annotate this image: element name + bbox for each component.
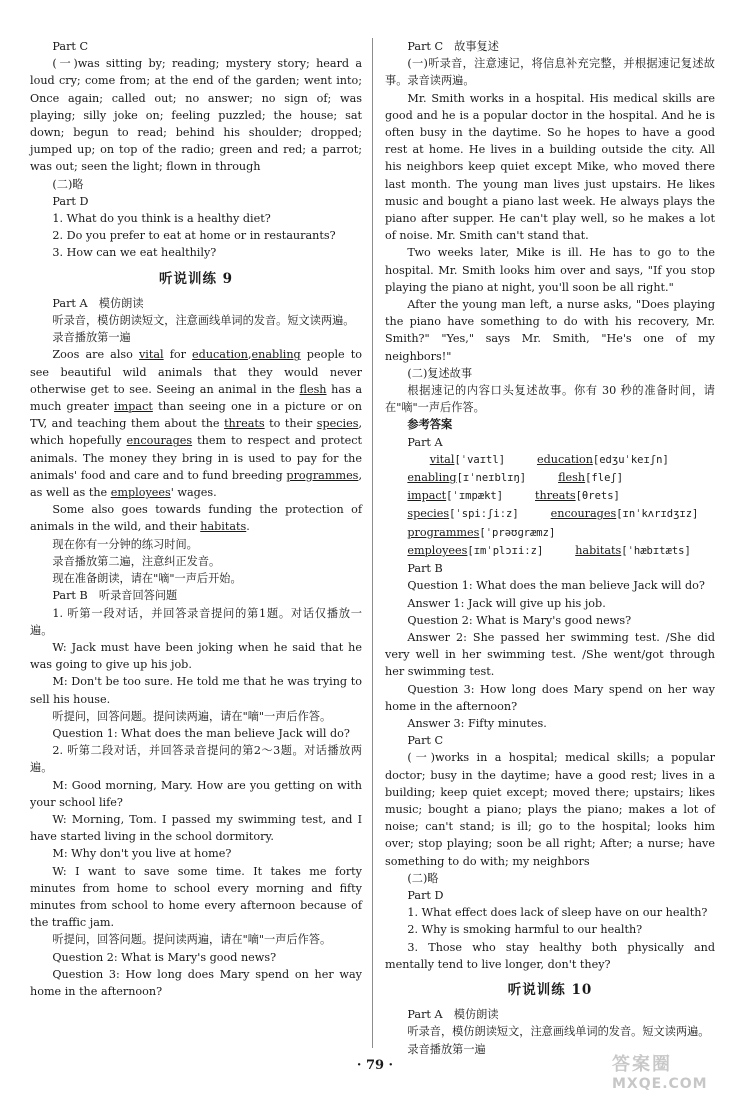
vocab-item: enabling[ɪˈneɪblɪŋ] [407, 471, 527, 485]
underlined-word: education [192, 348, 248, 362]
part-c-answers: (一)was sitting by; reading; mystery story; heard a loud cry; come from; at the end of the garden; went into; Once again; called out; no answer; no sign of; was playing; silly joke on; feeling puzzled; the house; sat down; begun to read; behind his shoulder; dropped; jumped up; on top of the radio; green and red; a parrot; was out; seen the light; flown in through [30, 57, 362, 174]
vocab-item: impact[ˈɪmpækt] [407, 489, 504, 503]
dialogue-line: W: I want to save some time. It takes me forty minutes from home to school every morning and fifty minutes from school to home every afternoon because of the traffic jam. [30, 864, 362, 930]
part-10a-instructions: 听录音，模仿朗读短文，注意画线单词的发音。短文读两遍。 [407, 1025, 710, 1039]
answers-part-b-title: Part B [407, 562, 443, 576]
underlined-word: species [316, 417, 359, 431]
part-a-instructions: 听录音，模仿朗读短文，注意画线单词的发音。短文读两遍。 [52, 314, 355, 328]
retell-instructions: 根据速记的内容口头复述故事。你有 30 秒的准备时间，请在"嘀"一声后作答。 [385, 384, 715, 415]
underlined-word: enabling [251, 348, 301, 362]
vocab-item: habitats[ˈhæbɪtæts] [575, 543, 691, 557]
answers-title: 参考答案 [407, 417, 453, 432]
part-b-instruction-2: 2. 听第二段对话，并回答录音提问的第2～3题。对话播放两遍。 [30, 744, 362, 775]
section-title-9: 听说训练 9 [158, 270, 234, 287]
answers-part-c-title: Part C [407, 734, 444, 748]
part-b-instruction-1: 1. 听第一段对话，并回答录音提问的第1题。对话仅播放一遍。 [30, 606, 362, 637]
answers-part-d-question: 2. Why is smoking harmful to our health? [407, 923, 643, 937]
dialogue-line: W: Jack must have been joking when he said that he was going to give up his job. [30, 640, 362, 672]
underlined-word: habitats [200, 520, 247, 534]
practice-note: 现在准备朗读，请在"嘀"一声后开始。 [52, 572, 242, 586]
underlined-word: impact [114, 400, 153, 414]
part-d-title: Part D [52, 194, 89, 208]
underlined-word: employees [110, 486, 171, 500]
vocab-item: encourages[ɪnˈkʌrɪdʒɪz] [550, 507, 699, 521]
answers-part-d-question: 1. What effect does lack of sleep have on our health? [407, 906, 708, 920]
vocab-item: education[edʒuˈkeɪʃn] [536, 452, 669, 466]
answers-part-d-question: 3. Those who stay healthy both physically and mentally tend to live longer, don't they? [385, 940, 715, 971]
dialogue-line: M: Good morning, Mary. How are you getting on with your school life? [30, 778, 362, 809]
part-d-question: 2. Do you prefer to eat at home or in restaurants? [52, 229, 336, 243]
reading-passage-2: Some also goes towards funding the protection of animals in the wild, and their habitats. [30, 503, 362, 534]
underlined-word: flesh [299, 382, 327, 396]
part-c-story-instructions: (一)听录音，注意速记，将信息补充完整，并根据速记复述故事。录音读两遍。 [385, 57, 715, 88]
watermark-line-2: MXQE.COM [612, 1076, 708, 1092]
answer-text: Answer 2: She passed her swimming test. /She did very well in her swimming test. /She went/got through her swimming test. [385, 630, 715, 679]
right-column [385, 38, 715, 1058]
question: Question 3: How long does Mary spend on her way home in the afternoon? [30, 967, 362, 998]
part-c-title: Part C [52, 40, 89, 53]
answer-question: Question 2: What is Mary's good news? [407, 613, 632, 627]
story-paragraph: Two weeks later, Mike is ill. He has to go to the hospital. Mr. Smith looks him over and says, "If you stop playing the piano at night, you'll soon be all right." [385, 246, 715, 294]
underlined-word: threats [224, 417, 265, 431]
part-10a-play-first: 录音播放第一遍 [407, 1042, 486, 1056]
underlined-word: programmes [286, 468, 359, 482]
vocab-item: employees[ɪmˈplɔɪiːz] [407, 543, 544, 557]
left-column [30, 38, 362, 1000]
part-d-question: 3. How can we eat healthily? [52, 246, 217, 260]
part-b-ask: 听提问，回答问题。提问读两遍，请在"嘀"一声后作答。 [52, 709, 332, 723]
vocab-item: species[ˈspiːʃiːz] [407, 507, 519, 521]
answer-question: Question 1: What does the man believe Jack will do? [407, 579, 705, 593]
column-divider [372, 38, 373, 1048]
vocab-item: flesh[fleʃ] [558, 471, 624, 485]
part-b-title: Part B 听录音回答问题 [52, 589, 178, 603]
answer-question: Question 3: How long does Mary spend on her way home in the afternoon? [385, 682, 715, 713]
retell-title: (二)复述故事 [407, 366, 473, 380]
part-a-title: Part A 模仿朗读 [52, 296, 144, 310]
answer-text: Answer 3: Fifty minutes. [407, 716, 547, 730]
part-d-question: 1. What do you think is a healthy diet? [52, 212, 271, 226]
dialogue-line: M: Why don't you live at home? [52, 847, 232, 861]
answers-part-c-er: (二)略 [407, 871, 439, 885]
vocab-list [385, 451, 715, 560]
part-10a-title: Part A 模仿朗读 [407, 1008, 499, 1022]
part-c-er: (二)略 [52, 177, 84, 191]
story-paragraph: After the young man left, a nurse asks, "Does playing the piano have something to do with his recovery, Mr. Smith?" "Yes," says Mr. Smith, "He's one of my neighbors!" [385, 298, 715, 363]
page-number: · 79 · [356, 1058, 394, 1073]
answers-part-a-title: Part A [407, 435, 443, 449]
answers-part-c-text: (一)works in a hospital; medical skills; a popular doctor; busy in the daytime; have a good rest; lives in a building; keep quiet except; moved there; upstairs; likes music; bought a piano; plays the piano; makes a lot of noise; can't stand; is ill; go to the hospital; looks him over; stop playing; soon be all right; After; a nurse; have something to do with; my neighbors [385, 751, 715, 868]
answers-part-d-title: Part D [407, 888, 444, 902]
practice-note: 录音播放第二遍，注意纠正发音。 [52, 554, 221, 568]
part-a-play-first: 录音播放第一遍 [52, 331, 131, 345]
story-paragraph: Mr. Smith works in a hospital. His medical skills are good and he is a popular doctor in the hospital. And he is often busy in the daytime. So he hopes to have a good rest at home. He lives in a building outside the city. All his neighbors keep quiet except Mike, who moved there last month. The young man lives just upstairs. He likes music and bought a piano last week. He always plays the piano after supper. He can't play well, so he makes a lot of noise. Mr. Smith can't stand that. [385, 91, 715, 243]
part-b-ask: 听提问，回答问题。提问读两遍，请在"嘀"一声后作答。 [52, 933, 332, 947]
part-c-story-title: Part C 故事复述 [407, 40, 499, 53]
vocab-item: programmes[ˈprəʊɡræmz] [407, 525, 556, 539]
practice-note: 现在你有一分钟的练习时间。 [52, 537, 198, 551]
vocab-item: threats[θrets] [535, 489, 620, 503]
reading-passage: Zoos are also vital for education,enabling people to see beautiful wild animals that they would never otherwise get to see. Seeing an animal in the flesh has a much greater impact than seeing one in a picture or on TV, and teaching them about the threats to their species, which hopefully encourages them to respect and protect animals. The money they bring in is used to pay for the animals' food and care and to fund breeding programmes, as well as the employees' wages. [30, 348, 362, 500]
vocab-item: vital[ˈvaɪtl] [429, 452, 506, 466]
dialogue-line: W: Morning, Tom. I passed my swimming test, and I have started living in the school dormitory. [30, 812, 362, 844]
watermark-line-1: 答案圈 [612, 1054, 672, 1075]
watermark-logo [612, 1050, 734, 1090]
question: Question 1: What does the man believe Jack will do? [52, 726, 350, 740]
underlined-word: encourages [126, 434, 193, 448]
question: Question 2: What is Mary's good news? [52, 950, 277, 964]
underlined-word: vital [138, 348, 164, 362]
dialogue-line: M: Don't be too sure. He told me that he was trying to sell his house. [30, 675, 362, 706]
answer-text: Answer 1: Jack will give up his job. [407, 596, 606, 610]
section-title-10: 听说训练 10 [507, 981, 593, 998]
